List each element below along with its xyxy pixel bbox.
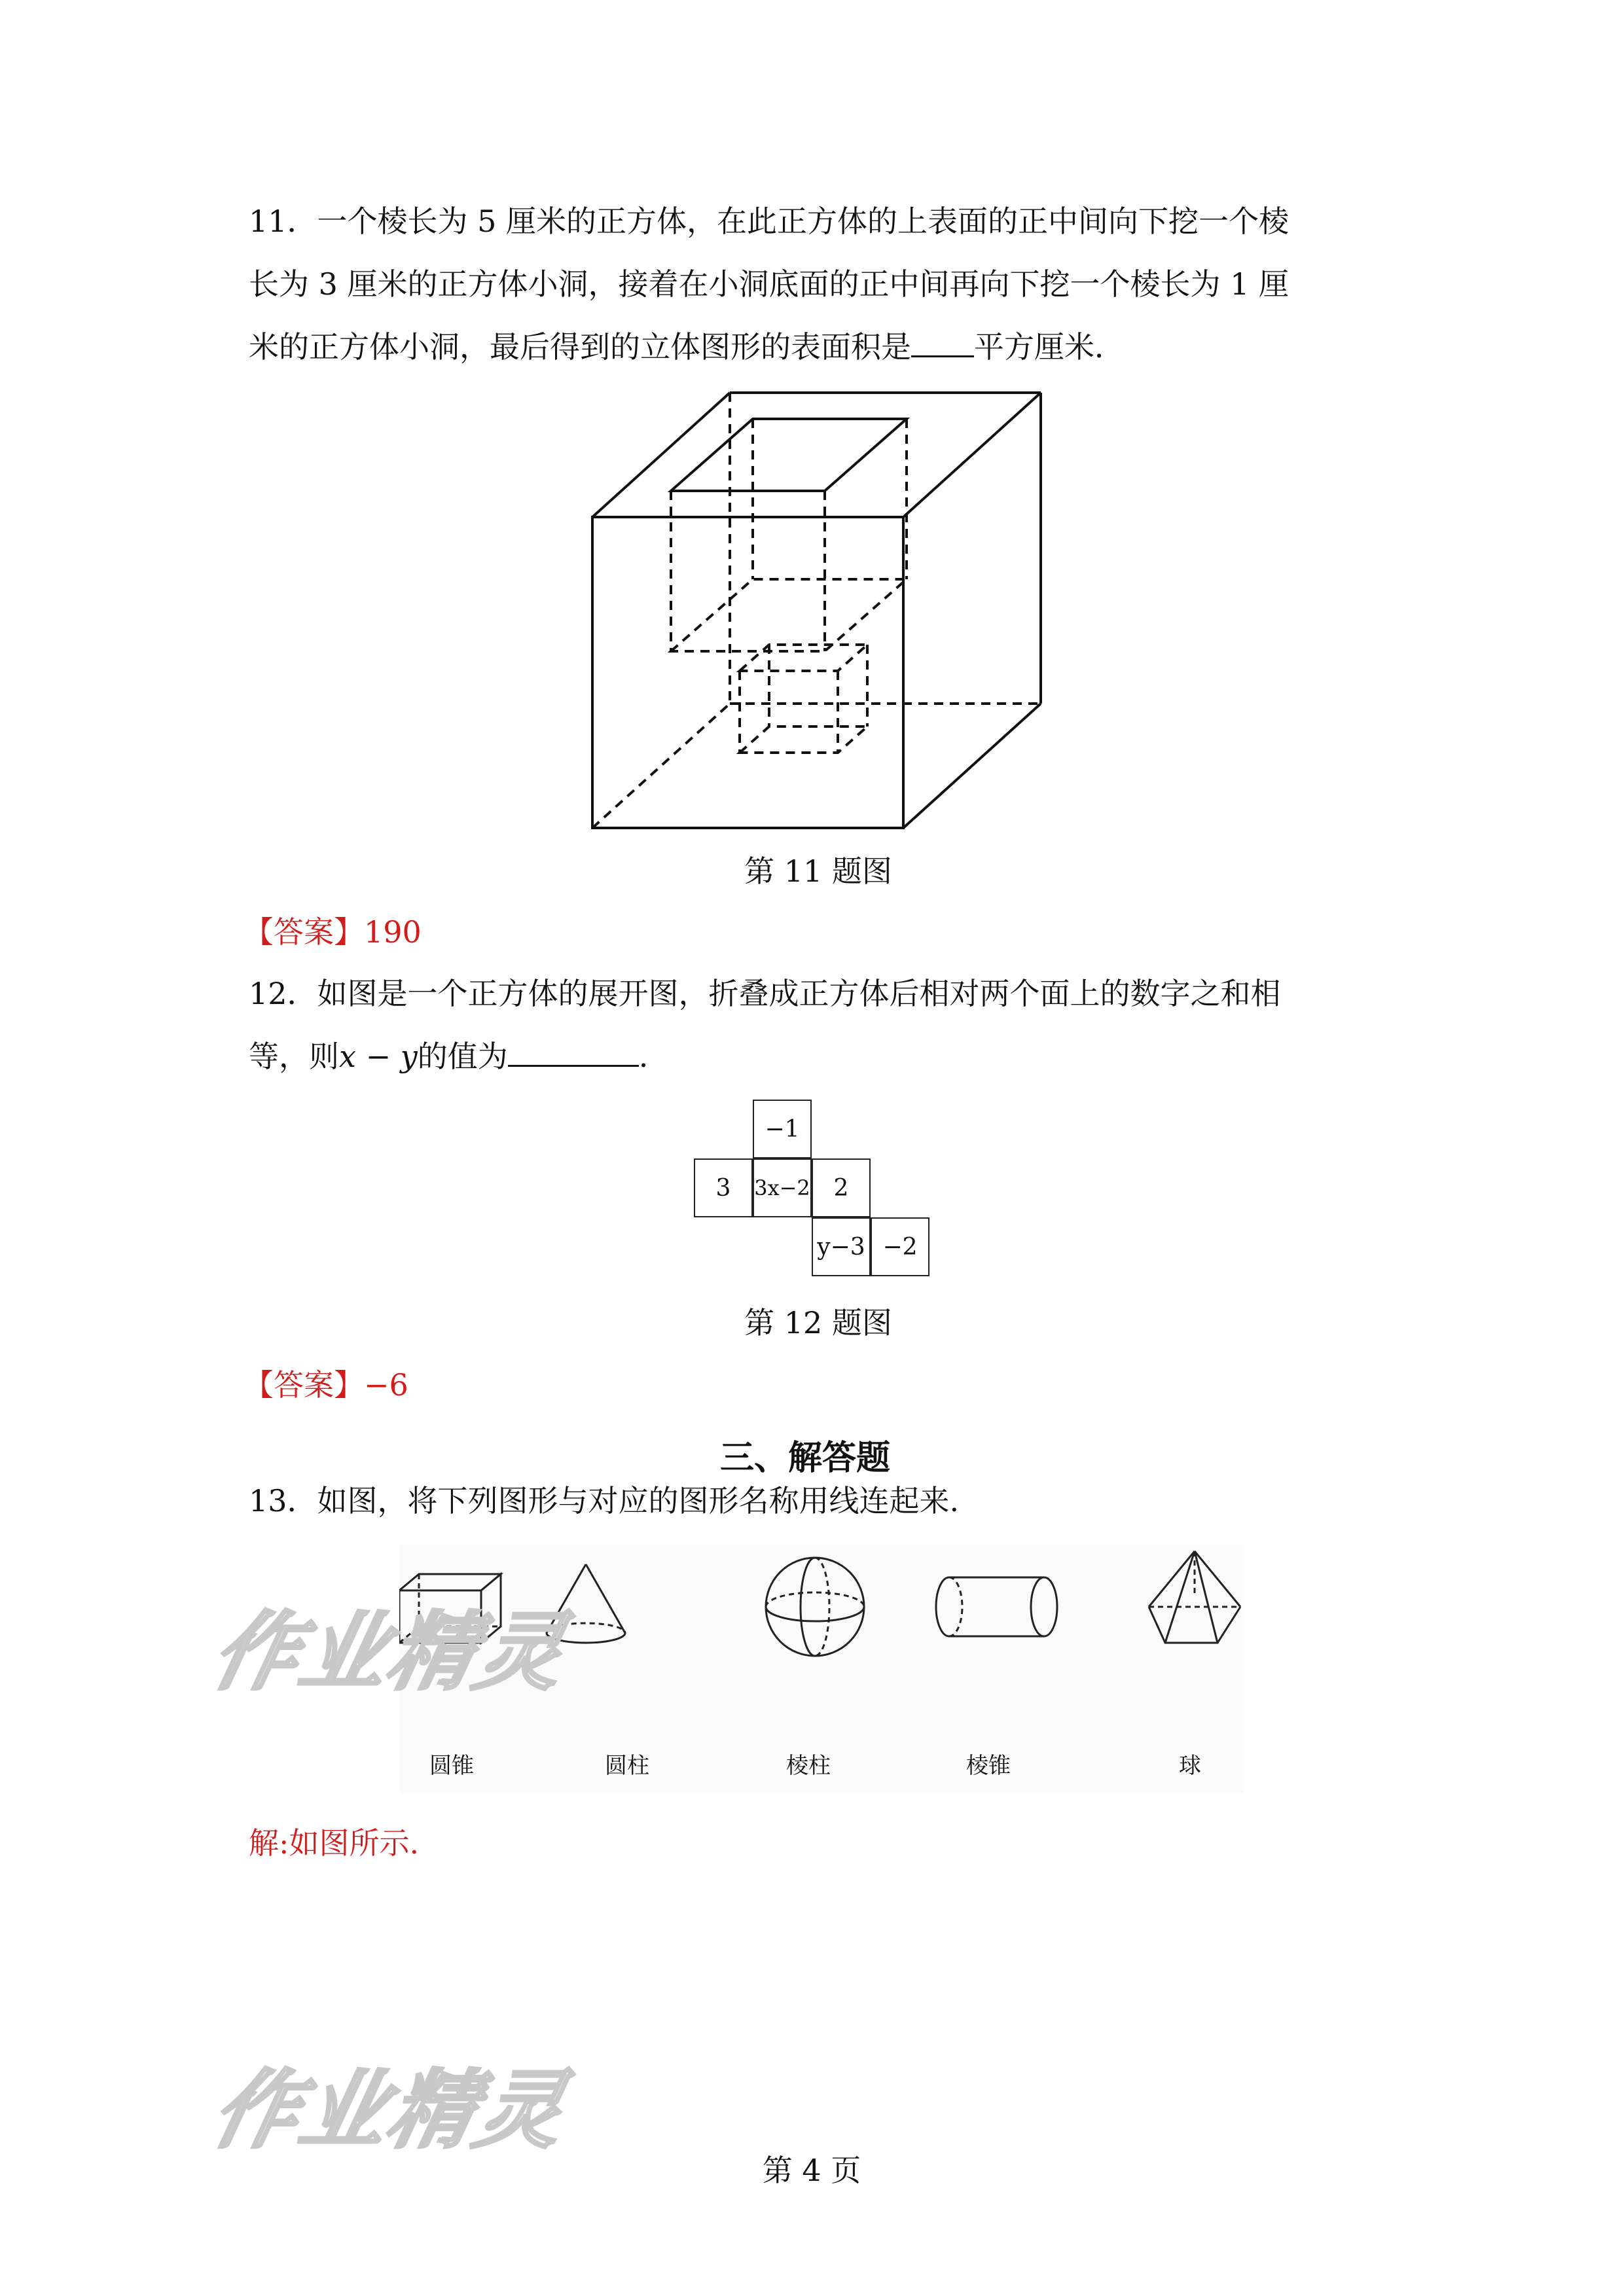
q12-answer-value: −6 [364,1367,408,1403]
q12-caption: 第 12 题图 [744,1305,892,1340]
hole-top-opening [671,419,907,491]
label-sphere: 球 [1179,1753,1201,1779]
net-cell-top: −1 [753,1100,812,1158]
label-prism: 棱柱 [786,1753,831,1779]
section3-title: 三、解答题 [720,1439,891,1478]
q11-line3-after: 平方厘米． [974,329,1125,365]
q12-line1: 12．如图是一个正方体的展开图，折叠成正方体后相对两个面上的数字之和相 [249,976,1281,1011]
q11-line3-before: 米的正方体小洞，最后得到的立体图形的表面积是 [249,329,911,365]
q12-line2-before: 等，则 [249,1039,339,1074]
net-cell-center: 3x−2 [753,1158,812,1217]
q12-line2-mid: 的值为 [417,1039,508,1074]
sphere-shape [766,1558,864,1656]
q13-solution: 解:如图所示. [249,1825,420,1861]
q12-net [694,1100,936,1283]
q11-line1: 11．一个棱长为 5 厘米的正方体，在此正方体的上表面的正中间向下挖一个棱 [249,204,1290,239]
q11-answer-label: 【答案】 [244,914,364,950]
net-cell-bottom-right: −2 [871,1217,929,1276]
watermark-1: 作业精灵 [204,1602,576,1702]
net-cell-bottom: y−3 [812,1217,871,1276]
cube-right-bottom-edge [903,704,1041,828]
label-cylinder: 圆柱 [605,1753,649,1779]
q11-caption: 第 11 题图 [744,853,892,889]
q12-blank [508,1039,639,1067]
page-number: 第 4 页 [762,2153,861,2188]
net-cell-right: 2 [812,1158,871,1217]
label-pyramid: 棱锥 [966,1753,1011,1779]
q11-line3 [249,315,1125,378]
q11-answer [244,908,422,952]
q13-line1: 13．如图，将下列图形与对应的图形名称用线连起来. [249,1483,960,1518]
q12-answer-label: 【答案】 [244,1367,364,1403]
q11-blank [911,329,974,357]
q12-line2 [249,1025,648,1088]
net-cell-left: 3 [694,1158,753,1217]
q11-line2: 长为 3 厘米的正方体小洞，接着在小洞底面的正中间再向下挖一个棱长为 1 厘 [249,266,1290,302]
q11-answer-value: 190 [364,914,422,950]
cube-hidden-bottom-left [592,704,730,828]
q12-expr: x − y [339,1039,418,1074]
q12-answer [244,1361,408,1405]
watermark-2: 作业精灵 [204,2060,576,2160]
cube-top-right-edge [903,393,1041,517]
label-cone: 圆锥 [429,1753,474,1779]
cylinder-shape [936,1577,1057,1636]
q11-figure [576,380,1060,838]
q12-line2-after: . [638,1039,649,1074]
pyramid-shape [1149,1551,1240,1643]
cube-top-left-edge [592,393,730,517]
cube-front-face [592,517,903,828]
